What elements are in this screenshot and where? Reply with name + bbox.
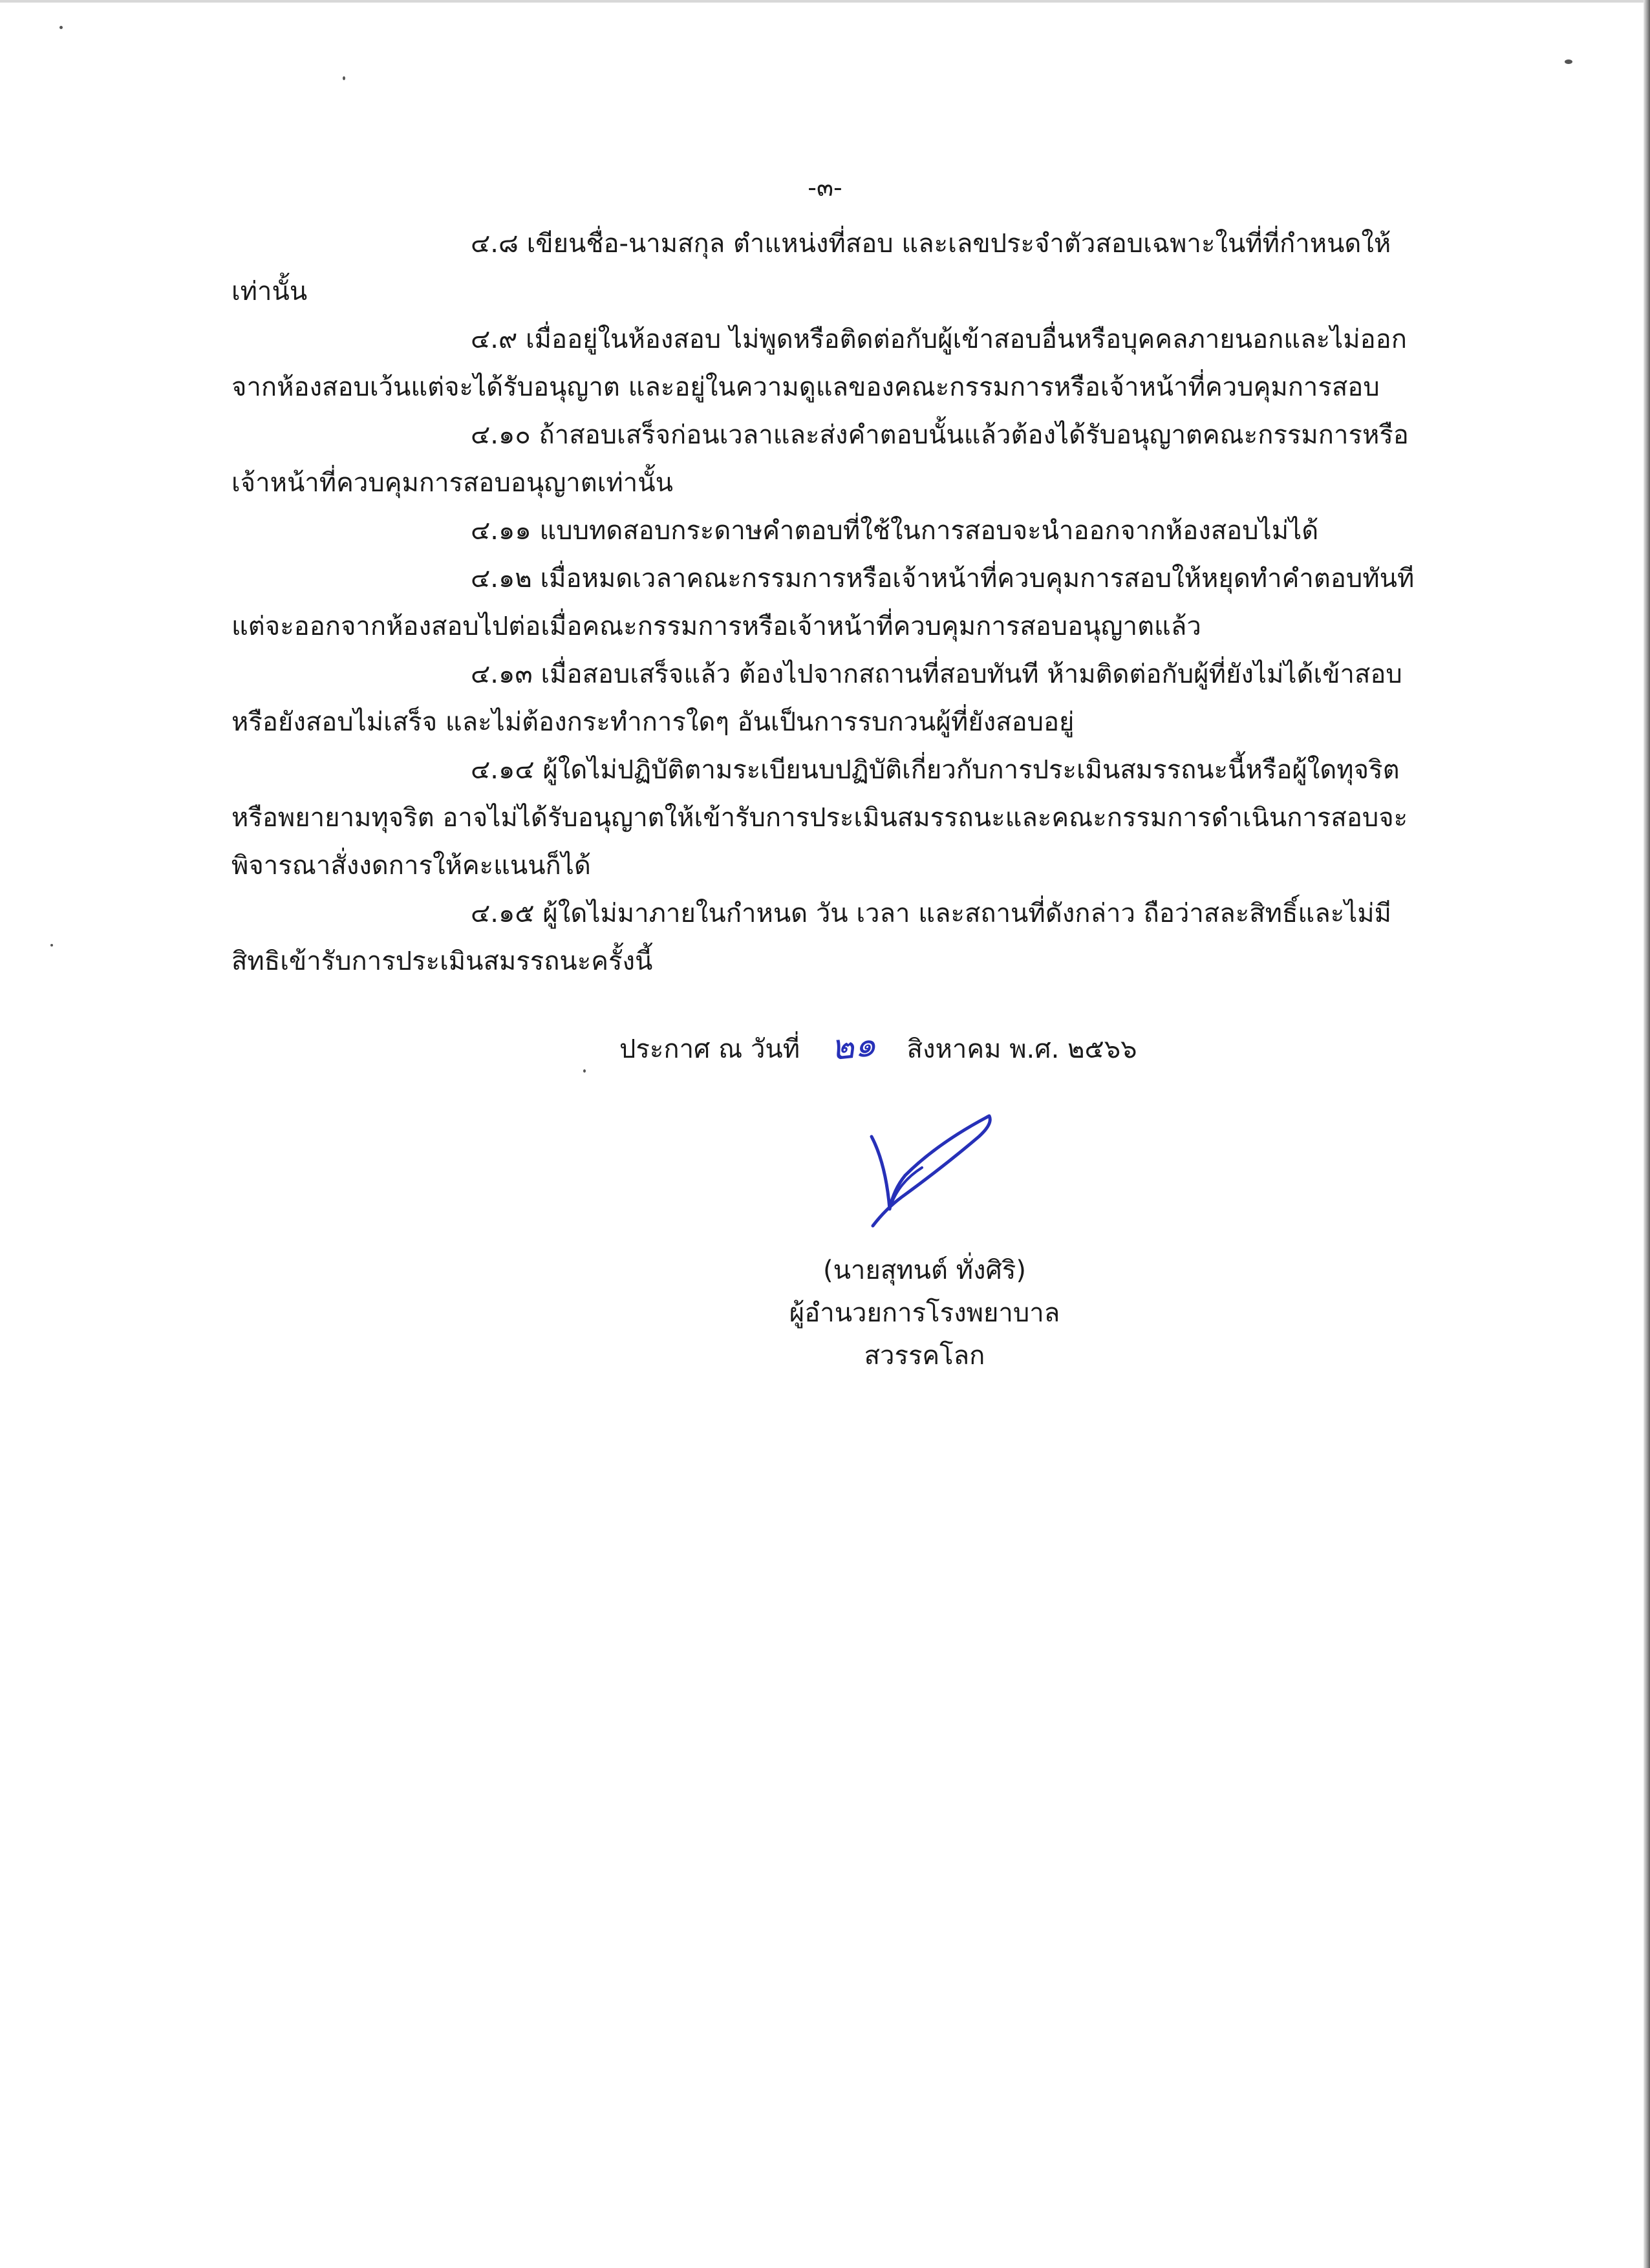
paragraph-line: เท่านั้น [231, 277, 308, 306]
paragraph-line: ๔.๑๔ ผู้ใดไม่ปฏิบัติตามระเบียนบปฏิบัติเกี่ยวกับการประเมินสมรรถนะนี้หรือผู้ใดทุจริต [471, 755, 1400, 785]
scan-speck [343, 76, 345, 80]
signature-mark [860, 1112, 1002, 1228]
paragraph-4-10 [231, 411, 1460, 507]
scan-edge-top [0, 0, 1650, 3]
paragraph-line: สิทธิเข้ารับการประเมินสมรรถนะครั้งนี้ [231, 947, 653, 976]
paragraph-4-8 [231, 220, 1460, 316]
announcement-date [619, 1023, 1137, 1069]
scan-edge-right [1644, 0, 1650, 2268]
paragraph-line: เจ้าหน้าที่ควบคุมการสอบอนุญาตเท่านั้น [231, 468, 673, 498]
paragraph-line: ๔.๙ เมื่ออยู่ในห้องสอบ ไม่พูดหรือติดต่อกับผู้เข้าสอบอื่นหรือบุคคลภายนอกและไม่ออก [471, 325, 1407, 354]
announcement-prefix: ประกาศ ณ วันที่ [619, 1034, 800, 1064]
paragraph-line: หรือยังสอบไม่เสร็จ และไม่ต้องกระทำการใดๆ อันเป็นการรบกวนผู้ที่ยังสอบอยู่ [231, 707, 1075, 737]
paragraph-line: ๔.๑๒ เมื่อหมดเวลาคณะกรรมการหรือเจ้าหน้าที่ควบคุมการสอบให้หยุดทำคำตอบทันที [471, 564, 1415, 594]
paragraph-4-13 [231, 650, 1460, 746]
scan-speck [583, 1069, 586, 1073]
paragraph-line: ๔.๑๓ เมื่อสอบเสร็จแล้ว ต้องไปจากสถานที่สอบทันที ห้ามติดต่อกับผู้ที่ยังไม่ได้เข้าสอบ [471, 659, 1402, 689]
signer-position: ผู้อำนวยการโรงพยาบาลสวรรคโลก [789, 1298, 1060, 1371]
signer-name: (นายสุทนต์ ทั่งศิริ) [822, 1256, 1027, 1285]
paragraph-line: ๔.๑๑ แบบทดสอบกระดาษคำตอบที่ใช้ในการสอบจะนำออกจากห้องสอบไม่ได้ [471, 516, 1319, 546]
paragraph-line: จากห้องสอบเว้นแต่จะได้รับอนุญาต และอยู่ในความดูแลของคณะกรรมการหรือเจ้าหน้าที่ควบคุมการสอบ [231, 372, 1380, 402]
handwritten-day: ๒๑ [828, 1023, 878, 1069]
scan-speck [59, 26, 63, 29]
paragraph-4-14 [231, 746, 1460, 890]
paragraph-4-15 [231, 890, 1460, 985]
document-body [231, 220, 1460, 985]
paragraph-line: พิจารณาสั่งงดการให้คะแนนก็ได้ [231, 851, 591, 881]
signer-block [763, 1249, 1086, 1377]
page-number: -๓- [808, 173, 842, 202]
paragraph-line: ๔.๑๕ ผู้ใดไม่มาภายในกำหนด วัน เวลา และสถานที่ดังกล่าว ถือว่าสละสิทธิ์และไม่มี [471, 899, 1392, 928]
paragraph-4-9 [231, 316, 1460, 411]
announcement-suffix: สิงหาคม พ.ศ. ๒๕๖๖ [906, 1034, 1137, 1064]
scan-speck [50, 944, 53, 947]
paragraph-line: หรือพยายามทุจริต อาจไม่ได้รับอนุญาตให้เข้ารับการประเมินสมรรถนะและคณะกรรมการดำเนินการสอบจะ [231, 803, 1408, 833]
scan-speck [1565, 59, 1572, 64]
paragraph-line: ๔.๑๐ ถ้าสอบเสร็จก่อนเวลาและส่งคำตอบนั้นแล้วต้องได้รับอนุญาตคณะกรรมการหรือ [471, 420, 1409, 450]
paragraph-4-12 [231, 555, 1460, 650]
paragraph-line: แต่จะออกจากห้องสอบไปต่อเมื่อคณะกรรมการหรือเจ้าหน้าที่ควบคุมการสอบอนุญาตแล้ว [231, 612, 1201, 641]
paragraph-4-11 [231, 507, 1460, 555]
paragraph-line: ๔.๘ เขียนชื่อ-นามสกุล ตำแหน่งที่สอบ และเลขประจำตัวสอบเฉพาะในที่ที่กำหนดให้ [471, 229, 1391, 259]
